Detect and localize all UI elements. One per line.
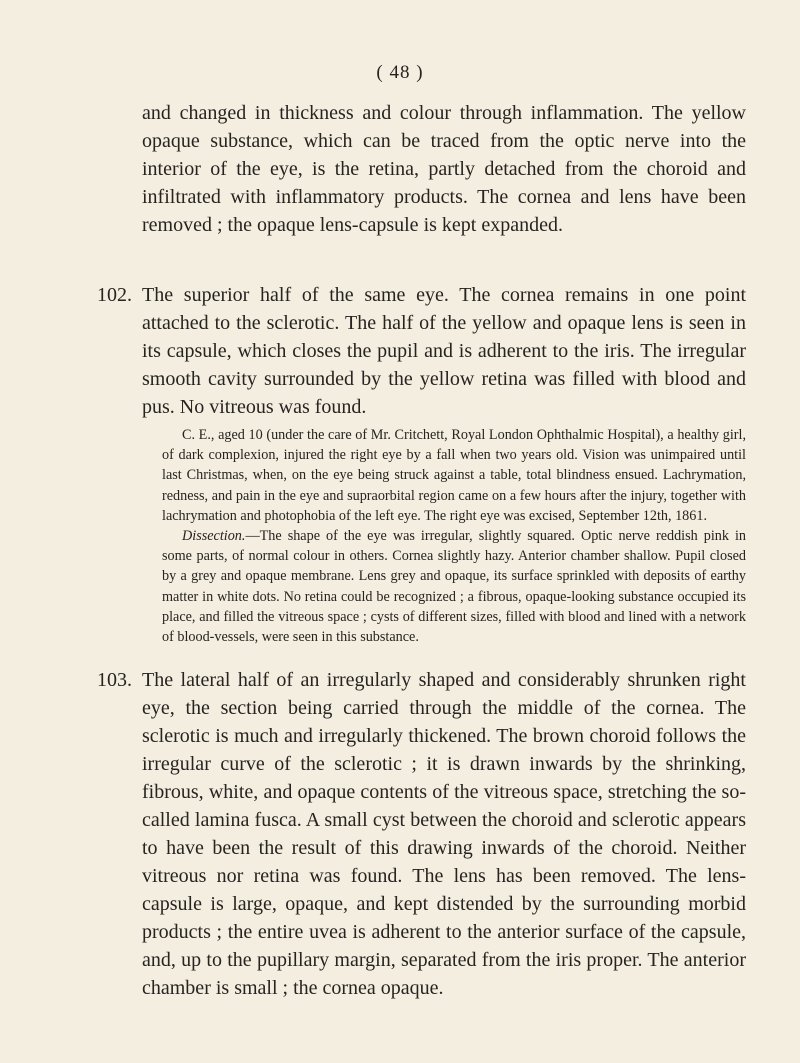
entry-description: The lateral half of an irregularly shaped and considerably shrunken right eye, the section being carried through the middle of the cornea. The sclerotic is much and irregularly thickened. The brown choroid follows the irregular curve of the sclerotic ; it is drawn inwards by the shrinking, fibrous, white, and opaque contents of the vitreous space, stretching the so-called lamina fusca. A small cyst between the choroid and sclerotic appears to have been the result of this drawing inwards of the choroid. Neither vitreous nor retina was found. The lens has been removed. The lens-capsule is large, opaque, and kept distended by the surrounding morbid products ; the entire uvea is adherent to the anterior surface of the capsule, and, up to the pupillary margin, separated from the iris proper. The anterior chamber is small ; the cornea opaque. — [142, 669, 746, 999]
dissection-paragraph — [162, 526, 746, 647]
dissection-label: Dissection. — [182, 528, 246, 545]
entry-description: The superior half of the same eye. The cornea remains in one point attached to the sclerotic. The half of the yellow and opaque lens is seen in its capsule, which closes the pupil and is adherent to the iris. The irregular smooth cavity surrounded by the yellow retina was filled with blood and pus. No vitreous was found. — [142, 284, 746, 418]
page-number: ( 48 ) — [376, 62, 424, 83]
entry-number: 102. — [97, 284, 132, 306]
case-note — [162, 425, 746, 647]
entry-number: 103. — [97, 669, 132, 691]
dissection-text: —The shape of the eye was irregular, slightly squared. Optic nerve reddish pink in some parts, of normal colour in others. Cornea slightly hazy. Anterior chamber shallow. Pupil closed by a grey and opaque membrane. Lens grey and opaque, its surface sprinkled with deposits of earthy matter in white dots. No retina could be recognized ; a fibrous, opaque-looking substance occupied its place, and filled the vitreous space ; cysts of different sizes, filled with blood and lined with a network of blood-vessels, were seen in this substance. — [162, 528, 746, 646]
case-history: C. E., aged 10 (under the care of Mr. Critchett, Royal London Ophthalmic Hospital), a healthy girl, of dark complexion, injured the right eye by a fall when two years old. Vision was unimpaired until last Christmas, when, on the eye being struck against a table, total blindness ensued. Lachrymation, redness, and pain in the eye and supraorbital region came on a few hours after the injury, together with lachrymation and photophobia of the left eye. The right eye was excised, September 12th, 1861. — [162, 427, 746, 524]
catalogue-entry-102 — [97, 281, 746, 421]
continued-paragraph: and changed in thickness and colour through inflammation. The yellow opaque substance, which can be traced from the optic nerve into the interior of the eye, is the retina, partly detached from the choroid and infiltrated with inflammatory products. The cornea and lens have been removed ; the opaque lens-capsule is kept expanded. — [142, 102, 746, 236]
catalogue-entry-103 — [97, 666, 746, 1002]
